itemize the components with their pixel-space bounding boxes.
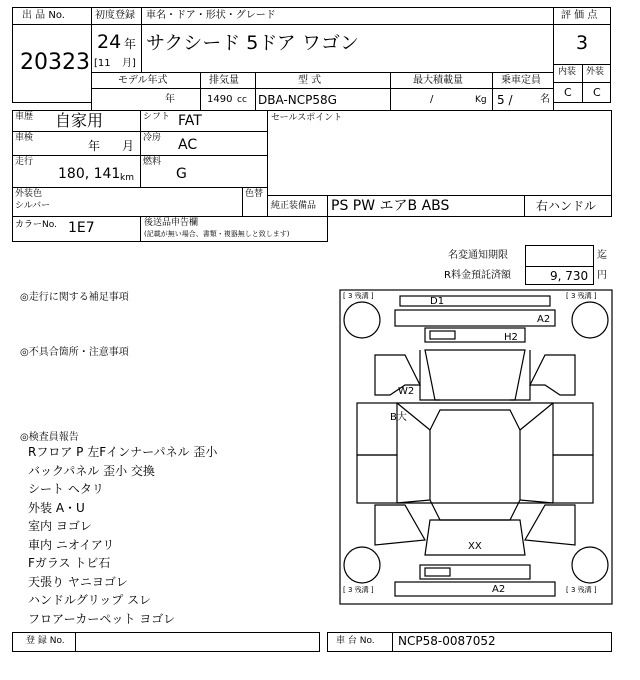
- front-bumper: [395, 310, 555, 326]
- inspector-line: 室内 ヨゴレ: [28, 519, 92, 533]
- equipment-value: PS PW エアB ABS: [331, 198, 450, 214]
- ac-value: AC: [178, 137, 198, 153]
- first-reg-year-unit: 年: [124, 37, 137, 51]
- reg-no-label: 登 録 No.: [26, 636, 65, 646]
- right-rear-fender: [525, 505, 575, 545]
- color-change-label: 色替: [245, 189, 264, 199]
- mileage-label: 走行: [15, 157, 34, 167]
- lot-number: 20323: [20, 50, 90, 75]
- color-label: 外装色: [15, 189, 43, 199]
- inspection-year: 年: [88, 139, 101, 153]
- max-load-sep: /: [430, 94, 434, 105]
- mark-h2: H2: [504, 332, 518, 343]
- car-name-label: 車名・ドア・形状・グレード: [146, 10, 276, 21]
- inspector-line: シート ヘタリ: [28, 482, 104, 496]
- handle-value: 右ハンドル: [536, 199, 597, 213]
- chassis-label: 車 台 No.: [336, 636, 375, 646]
- tire-rear-left: [344, 547, 380, 583]
- interior-grade: C: [564, 86, 572, 99]
- tire-label-rr: [ 3 残溝 ]: [566, 586, 597, 594]
- exterior-grade: C: [593, 86, 601, 99]
- mileage-unit: km: [120, 173, 134, 183]
- car-name: サクシード 5ドア ワゴン: [146, 32, 359, 54]
- door-right-rear: [553, 455, 593, 503]
- recycle-value: 9, 730: [550, 269, 589, 283]
- recycle-unit: 円: [597, 270, 607, 281]
- inspector-line: Rフロア P 左Fインナーパネル 歪小: [28, 445, 218, 459]
- first-reg-label: 初度登録: [95, 10, 135, 21]
- tire-label-fr: [ 3 残溝 ]: [566, 292, 597, 300]
- history-value: 自家用: [55, 111, 104, 130]
- type-label: 型 式: [298, 75, 322, 86]
- door-left-front: [357, 403, 397, 455]
- displacement-value: 1490: [207, 94, 233, 105]
- type-value: DBA-NCP58G: [258, 93, 337, 107]
- docs-note: (記載が無い場合、書類・複器無しと致します): [144, 230, 290, 238]
- windshield: [425, 350, 525, 400]
- inspector-line: フロアーカーペット ヨゴレ: [28, 611, 176, 626]
- inspector-line: 車内 ニオイアリ: [28, 537, 115, 552]
- inspector-line: 天張り ヤニヨゴレ: [28, 574, 128, 589]
- mark-w2: W2: [398, 386, 415, 397]
- mark-b-large: B大: [390, 412, 407, 423]
- first-reg-month: [11: [94, 58, 111, 69]
- displacement-label: 排気量: [209, 75, 239, 86]
- tire-front-right: [572, 302, 608, 338]
- tire-label-rl: [ 3 残溝 ]: [343, 586, 374, 594]
- mileage-value: 180, 141: [58, 166, 121, 182]
- docs-label: 後送品申告欄: [144, 218, 199, 228]
- mark-d1: D1: [430, 296, 445, 307]
- diagram-frame: [340, 290, 612, 604]
- score-value: 3: [576, 32, 589, 54]
- mark-a2-front: A2: [537, 314, 551, 325]
- interior-label: 内装: [558, 67, 577, 77]
- model-year-unit: 年: [165, 94, 175, 105]
- door-left-rear: [357, 455, 397, 503]
- tire-label-fl: [ 3 残溝 ]: [343, 292, 374, 300]
- first-reg-month-unit: 月]: [122, 58, 136, 69]
- right-front-fender: [530, 355, 575, 395]
- chassis-no: NCP58-0087052: [398, 634, 496, 648]
- capacity-unit: 名: [540, 94, 550, 105]
- max-load-label: 最大積載量: [413, 75, 463, 86]
- rear-bumper: [395, 582, 555, 596]
- rear-panel: [420, 565, 530, 579]
- mark-xx: XX: [468, 541, 482, 552]
- recycle-label: R料金預託済額: [444, 270, 511, 281]
- tire-front-left: [344, 302, 380, 338]
- color-value: シルバー: [15, 201, 51, 211]
- max-load-unit: Kg: [475, 95, 487, 105]
- ac-label: 冷房: [143, 133, 162, 143]
- color-no-value: 1E7: [68, 220, 95, 236]
- defect-remarks-label: ◎不具合箇所・注意事項: [20, 347, 129, 358]
- first-reg-year: 24: [97, 31, 122, 53]
- name-change-label: 名変通知期限: [448, 250, 508, 261]
- mark-a2-rear: A2: [492, 584, 506, 595]
- exterior-label: 外装: [586, 67, 605, 77]
- inspection-month: 月: [122, 139, 135, 153]
- inspection-label: 車検: [15, 133, 34, 143]
- tire-rear-right: [572, 547, 608, 583]
- inspector-line: ハンドルグリップ スレ: [28, 593, 152, 607]
- inspector-line: バックパネル 歪小 交換: [28, 463, 155, 478]
- door-right-front: [553, 403, 593, 455]
- inspector-line: 外装 A・U: [28, 500, 85, 515]
- displacement-unit: cc: [237, 95, 247, 105]
- model-year-label: モデル年式: [118, 75, 168, 86]
- score-label: 評 価 点: [561, 10, 598, 21]
- left-rear-fender: [375, 505, 425, 545]
- name-change-unit: 迄: [597, 250, 607, 261]
- shift-value: FAT: [178, 113, 202, 129]
- fuel-value: G: [176, 166, 187, 182]
- driving-remarks-label: ◎走行に関する補足事項: [20, 292, 129, 303]
- inspector-report-label: ◎検査員報告: [20, 432, 79, 443]
- equipment-label: 純正装備品: [271, 201, 317, 211]
- capacity-label: 乗車定員: [501, 75, 541, 86]
- inspector-line: Fガラス トビ石: [28, 556, 111, 570]
- history-label: 車歴: [15, 112, 34, 122]
- sales-point-label: セールスポイント: [271, 113, 343, 123]
- lot-label: 出 品 No.: [22, 10, 65, 21]
- fuel-label: 燃料: [143, 157, 162, 167]
- shift-label: シフト: [143, 112, 171, 122]
- capacity-value: 5 /: [497, 93, 513, 107]
- color-no-label: カラーNo.: [15, 220, 57, 230]
